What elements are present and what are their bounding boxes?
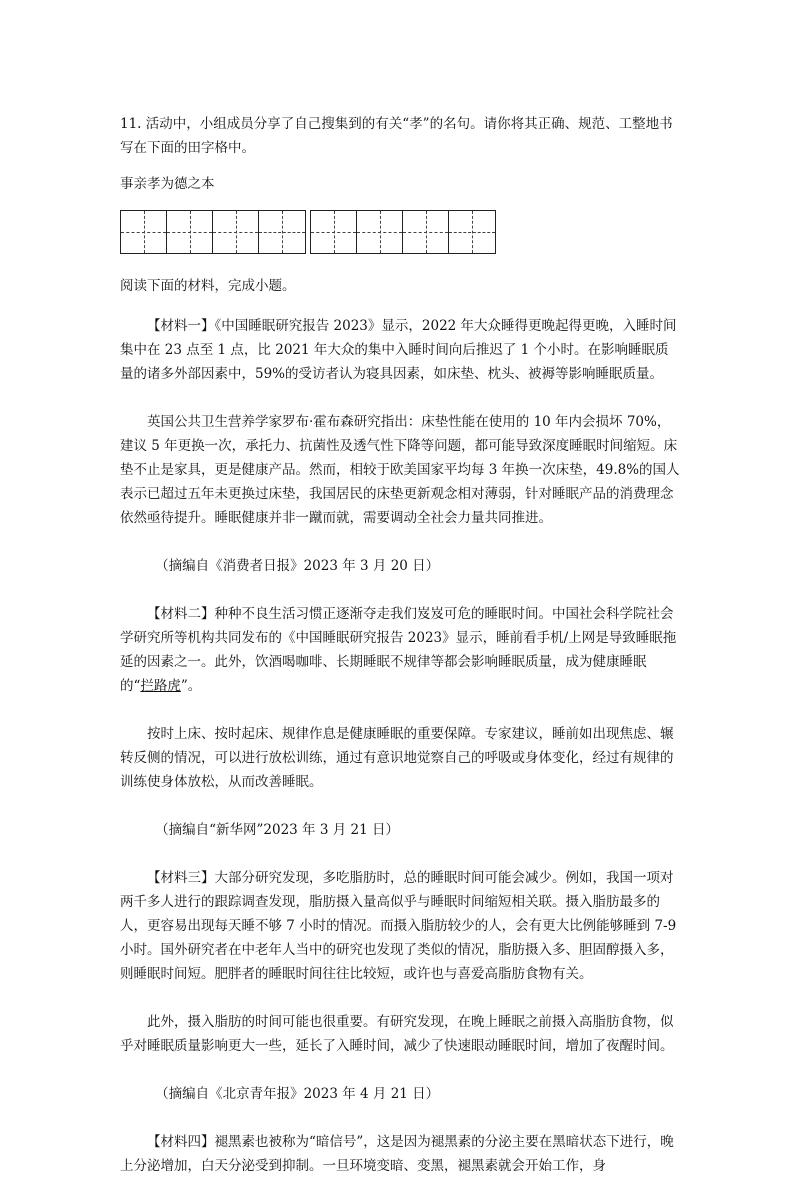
material-1-paragraph-2: 英国公共卫生营养学家罗布·霍布森研究指出：床垫性能在使用的 10 年内会损坏 70%，建议 5 年更换一次，承托力、抗菌性及透气性下降等问题，都可能导致深度睡眠时间缩短。床垫不止是家具，更是健康产品。然而，相较于欧美国家平均每 3 年换一次床垫，49.8%的国人表示已超过五年未更换过床垫，我国居民的床垫更新观念相对薄弱，针对睡眠产品的消费理念依然亟待提升。睡眠健康并非一蹴而就，需要调动全社会力量共同推进。 <box>120 414 680 526</box>
grid-cell[interactable] <box>311 211 357 253</box>
grid-group-1 <box>120 210 306 254</box>
grid-cell[interactable] <box>403 211 449 253</box>
grid-cell[interactable] <box>121 211 167 253</box>
material-1-paragraph-1: 【材料一】《中国睡眠研究报告 2023》显示，2022 年大众睡得更晚起得更晚，入睡时间集中在 23 点至 1 点，比 2021 年大众的集中入睡时间向后推迟了 1 个小时。在影响睡眠质量的诸多外部因素中，59%的受访者认为寝具因素，如床垫、枕头、被褥等影响睡眠质量。 <box>120 318 677 382</box>
document-page <box>120 112 680 1178</box>
material-1-source: （摘编自《消费者日报》2023 年 3 月 20 日） <box>155 558 440 574</box>
material-2-paragraph-2: 按时上床、按时起床、规律作息是健康睡眠的重要保障。专家建议，睡前如出现焦虑、辗转反侧的情况，可以进行放松训练，通过有意识地觉察自己的呼吸或身体变化，经过有规律的训练使身体放松，从而改善睡眠。 <box>120 726 674 790</box>
material-3-paragraph-1: 【材料三】大部分研究发现，多吃脂肪时，总的睡眠时间可能会减少。例如，我国一项对两千多人进行的跟踪调查发现，脂肪摄入量高似乎与睡眠时间缩短相关联。摄入脂肪最多的人，更容易出现每天睡不够 7 小时的情况。而摄入脂肪较少的人，会有更大比例能够睡到 7-9 小时。国外研究者在中老年人当中的研究也发现了类似的情况，脂肪摄入多、胆固醇摄入多，则睡眠时间短。肥胖者的睡眠时间往往比较短，或许也与喜爱高脂肪食物有关。 <box>120 870 677 982</box>
material-4-paragraph-1: 【材料四】褪黑素也被称为“暗信号”，这是因为褪黑素的分泌主要在黑暗状态下进行，晚上分泌增加，白天分泌受到抑制。一旦环境变暗、变黑，褪黑素就会开始工作，身 <box>120 1134 674 1174</box>
grid-cell[interactable] <box>449 211 495 253</box>
grid-cell[interactable] <box>259 211 305 253</box>
grid-cell[interactable] <box>167 211 213 253</box>
grid-cell[interactable] <box>213 211 259 253</box>
quote-phrase: 事亲孝为德之本 <box>120 176 215 192</box>
grid-group-2 <box>310 210 496 254</box>
material-2-underlined-word: 拦路虎 <box>140 678 181 694</box>
material-3-source: （摘编自《北京青年报》2023 年 4 月 21 日） <box>155 1086 440 1102</box>
material-2-text-b: ”。 <box>180 678 202 694</box>
question-11: 11. 活动中，小组成员分享了自己搜集到的有关“孝”的名句。请你将其正确、规范、工整地书写在下面的田字格中。 <box>120 116 673 156</box>
material-3-paragraph-2: 此外，摄入脂肪的时间可能也很重要。有研究发现，在晚上睡眠之前摄入高脂肪食物，似乎对睡眠质量影响更大一些，延长了入睡时间，减少了快速眼动睡眠时间，增加了夜醒时间。 <box>120 1014 674 1054</box>
reading-intro: 阅读下面的材料，完成小题。 <box>120 278 296 294</box>
tianzige-grid <box>120 210 680 254</box>
grid-cell[interactable] <box>357 211 403 253</box>
material-2-paragraph-1 <box>120 602 680 698</box>
material-2-text-a: 【材料二】种种不良生活习惯正逐渐夺走我们岌岌可危的睡眠时间。中国社会科学院社会学研究所等机构共同发布的《中国睡眠研究报告 2023》显示，睡前看手机/上网是导致睡眠拖延的因素之一。此外，饮酒喝咖啡、长期睡眠不规律等都会影响睡眠质量，成为健康睡眠的“ <box>120 606 677 694</box>
material-2-source: （摘编自“新华网”2023 年 3 月 21 日） <box>155 822 399 838</box>
